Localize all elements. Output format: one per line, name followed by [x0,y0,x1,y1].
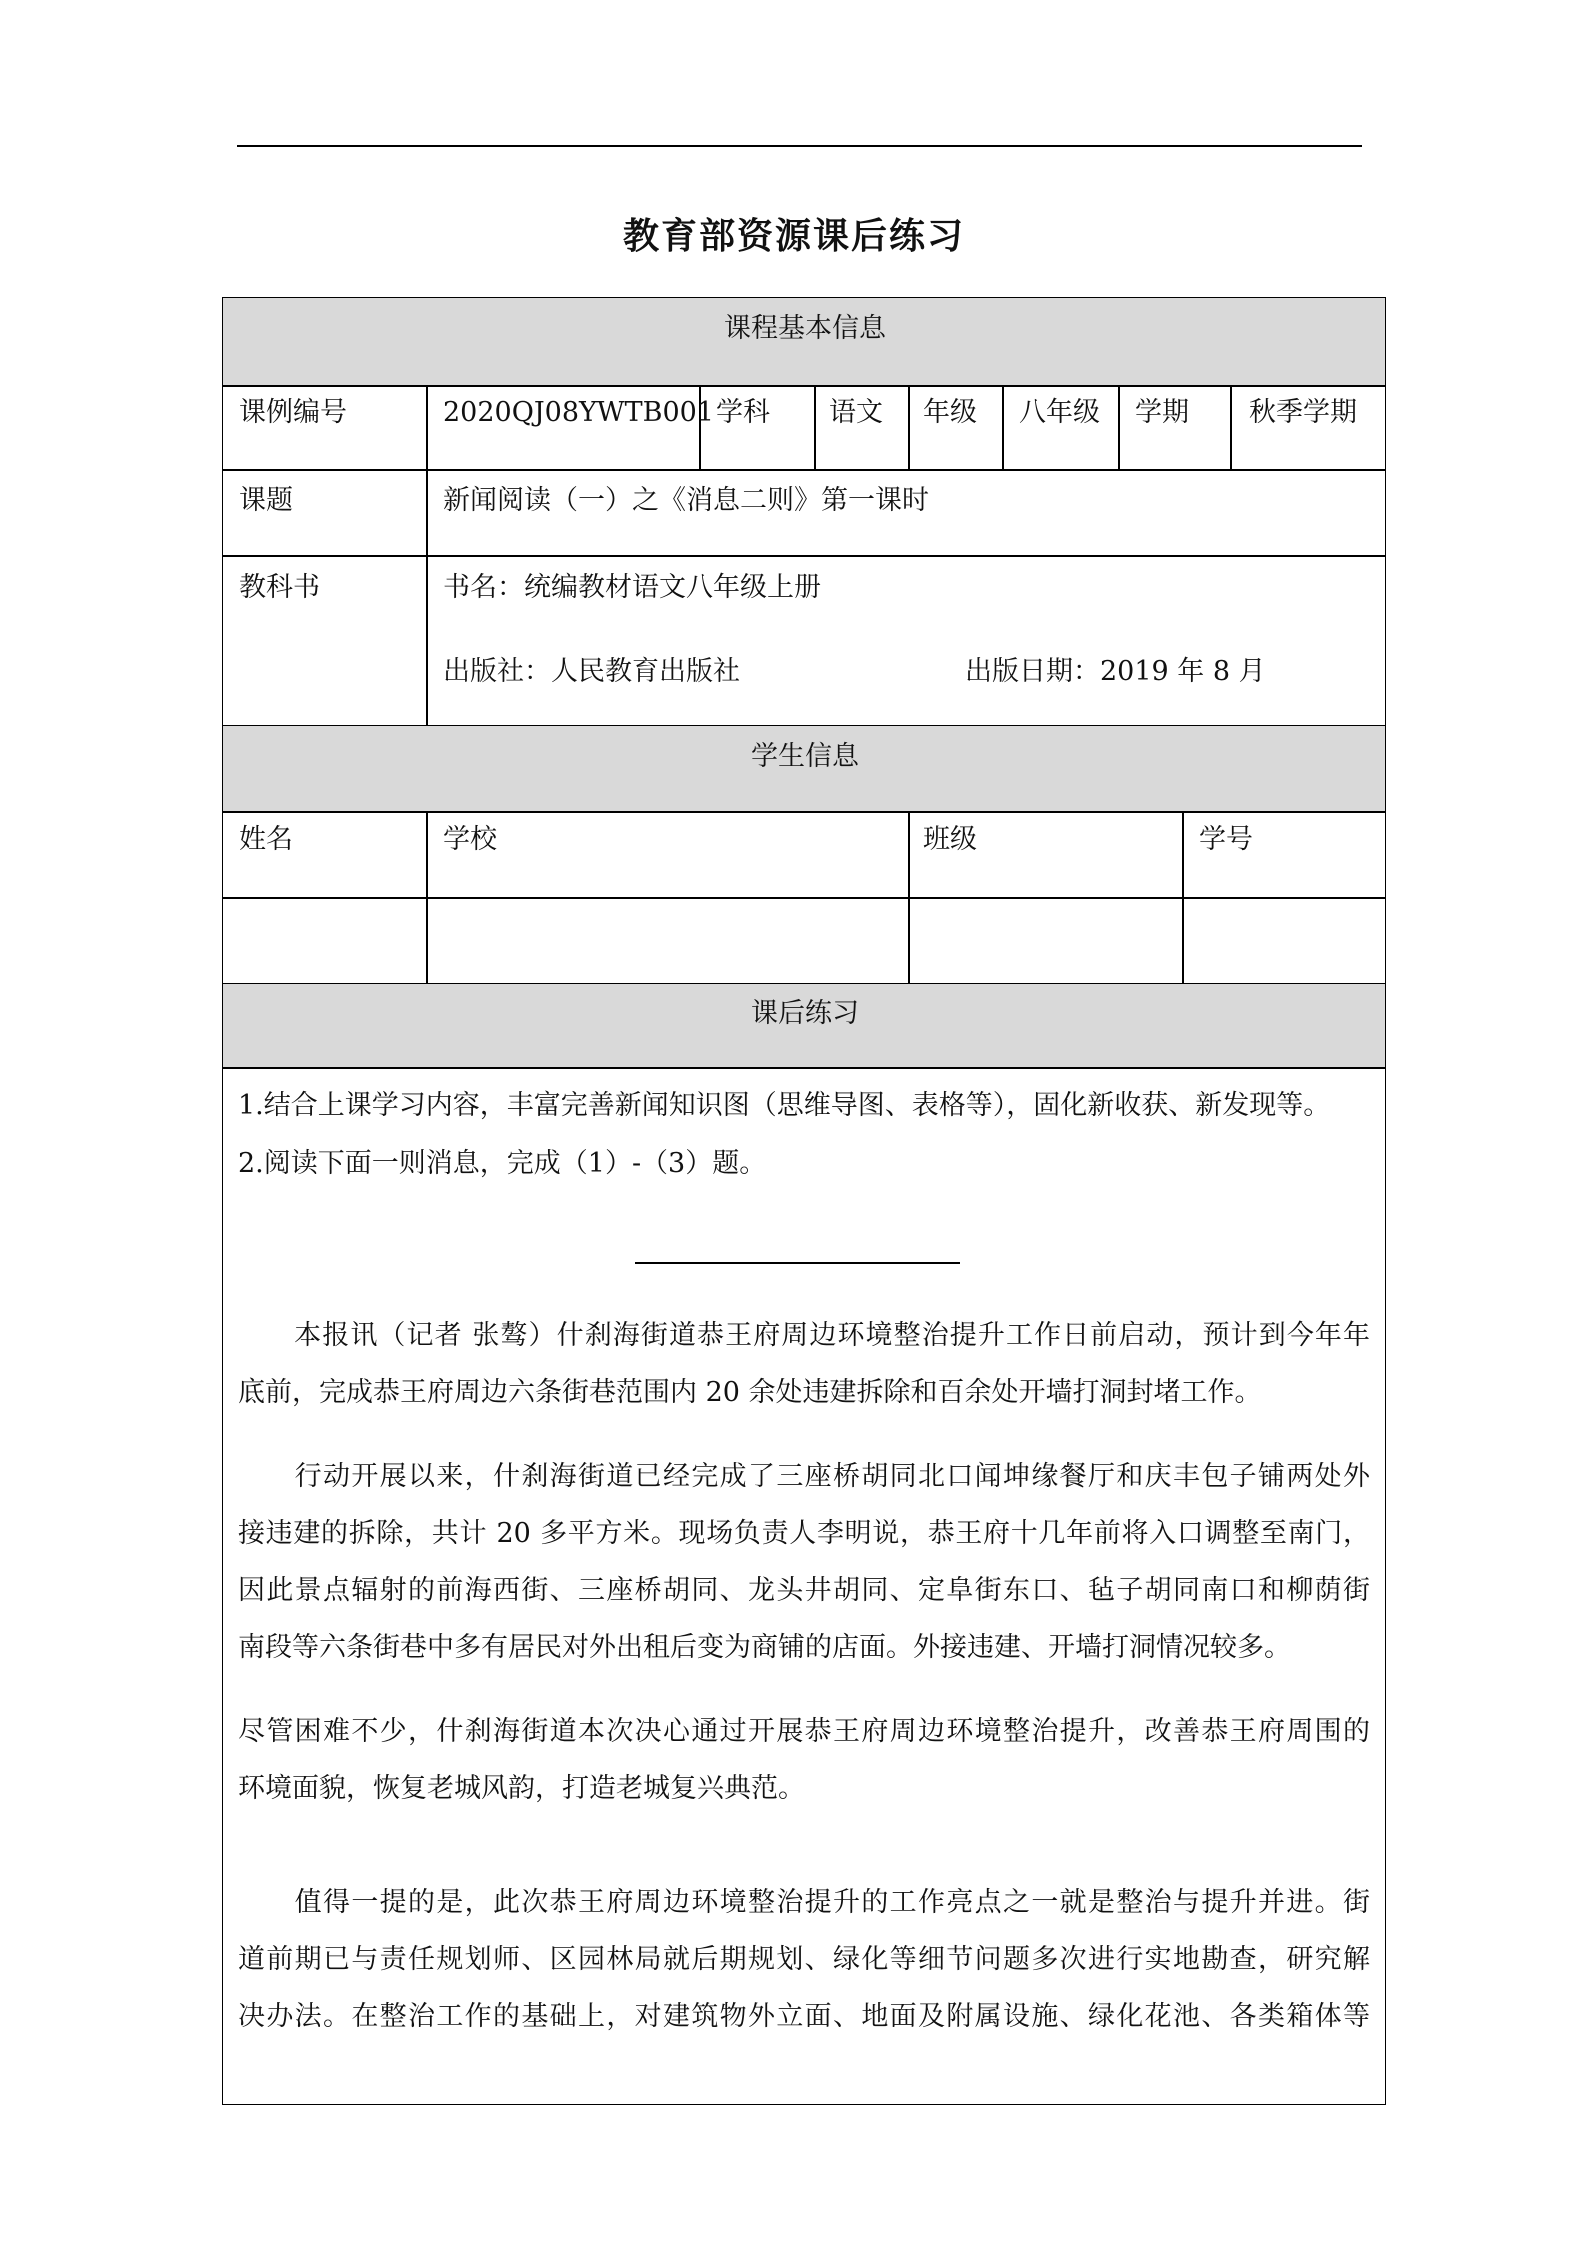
topic-label: 课题 [239,485,293,516]
term-value-cell [1230,385,1386,471]
course-id-label-cell [222,385,428,471]
student-info-heading-cell [222,725,1386,813]
student-name-input[interactable] [222,897,428,985]
subject-value: 语文 [829,397,883,428]
paragraph-line: 接违建的拆除，共计 20 多平方米。现场负责人李明说，恭王府十几年前将入口调整至南门， [238,1518,1370,1549]
grade-label: 年级 [923,397,977,428]
exercise-question-2: 2.阅读下面一则消息，完成（1）-（3）题。 [238,1148,767,1179]
subject-value-cell [814,385,910,471]
textbook-name: 书名：统编教材语文八年级上册 [443,572,821,603]
student-number-input[interactable] [1182,897,1386,985]
subject-label-cell [699,385,816,471]
course-id-label: 课例编号 [239,397,347,428]
class-label: 班级 [923,824,977,855]
textbook-label: 教科书 [239,572,320,603]
textbook-value-cell [426,555,1386,727]
paragraph-line: 值得一提的是，此次恭王府周边环境整治提升的工作亮点之一就是整治与提升并进。街 [238,1887,1370,1918]
course-id-value: 2020QJ08YWTB001 [443,397,714,428]
paragraph-line: 底前，完成恭王府周边六条街巷范围内 20 余处违建拆除和百余处开墙打洞封堵工作。 [238,1377,1262,1408]
student-info-heading: 学生信息 [751,741,859,772]
student-number-label: 学号 [1199,824,1253,855]
class-input[interactable] [908,897,1184,985]
class-label-cell [908,811,1184,899]
article-title-blank [635,1262,960,1264]
school-label: 学校 [443,824,497,855]
news-paragraph-2 [238,1448,1370,1676]
grade-value-cell [1002,385,1120,471]
term-label-cell [1118,385,1232,471]
document-title: 教育部资源课后练习 [622,216,965,257]
topic-value-cell [426,469,1386,557]
paragraph-line: 行动开展以来，什刹海街道已经完成了三座桥胡同北口闻坤缘餐厅和庆丰包子铺两处外 [238,1461,1370,1492]
topic-label-cell [222,469,428,557]
paragraph-line: 尽管困难不少，什刹海街道本次决心通过开展恭王府周边环境整治提升，改善恭王府周围的 [238,1716,1370,1747]
course-info-heading: 课程基本信息 [724,313,886,344]
textbook-label-cell [222,555,428,727]
grade-label-cell [908,385,1004,471]
student-name-label-cell [222,811,428,899]
news-paragraph-1 [238,1307,1370,1421]
textbook-pub-date: 出版日期：2019 年 8 月 [965,656,1266,687]
exercise-heading-cell [222,983,1386,1069]
paragraph-line: 环境面貌，恢复老城风韵，打造老城复兴典范。 [238,1773,805,1804]
student-name-label: 姓名 [239,824,293,855]
term-label: 学期 [1135,397,1189,428]
school-input[interactable] [426,897,910,985]
subject-label: 学科 [716,397,770,428]
paragraph-line: 因此景点辐射的前海西街、三座桥胡同、龙头井胡同、定阜街东口、毡子胡同南口和柳荫街 [238,1575,1370,1606]
paragraph-line: 本报讯（记者 张骜）什刹海街道恭王府周边环境整治提升工作日前启动，预计到今年年 [238,1320,1370,1351]
news-paragraph-3 [238,1703,1370,1817]
exercise-heading: 课后练习 [751,998,859,1029]
paragraph-line: 决办法。在整治工作的基础上，对建筑物外立面、地面及附属设施、绿化花池、各类箱体等 [238,2001,1370,2032]
textbook-publisher: 出版社：人民教育出版社 [443,656,740,687]
course-info-heading-cell [222,297,1386,387]
news-paragraph-4 [238,1874,1370,2045]
school-label-cell [426,811,910,899]
paragraph-line: 道前期已与责任规划师、区园林局就后期规划、绿化等细节问题多次进行实地勘查，研究解 [238,1944,1370,1975]
student-number-label-cell [1182,811,1386,899]
paragraph-line: 南段等六条街巷中多有居民对外出租后变为商铺的店面。外接违建、开墙打洞情况较多。 [238,1632,1291,1663]
exercise-question-1: 1.结合上课学习内容，丰富完善新闻知识图（思维导图、表格等），固化新收获、新发现等。 [238,1090,1331,1121]
course-id-value-cell [426,385,714,471]
header-rule [237,145,1362,147]
grade-value: 八年级 [1019,397,1100,428]
term-value: 秋季学期 [1249,397,1357,428]
topic-value: 新闻阅读（一）之《消息二则》第一课时 [443,485,929,516]
